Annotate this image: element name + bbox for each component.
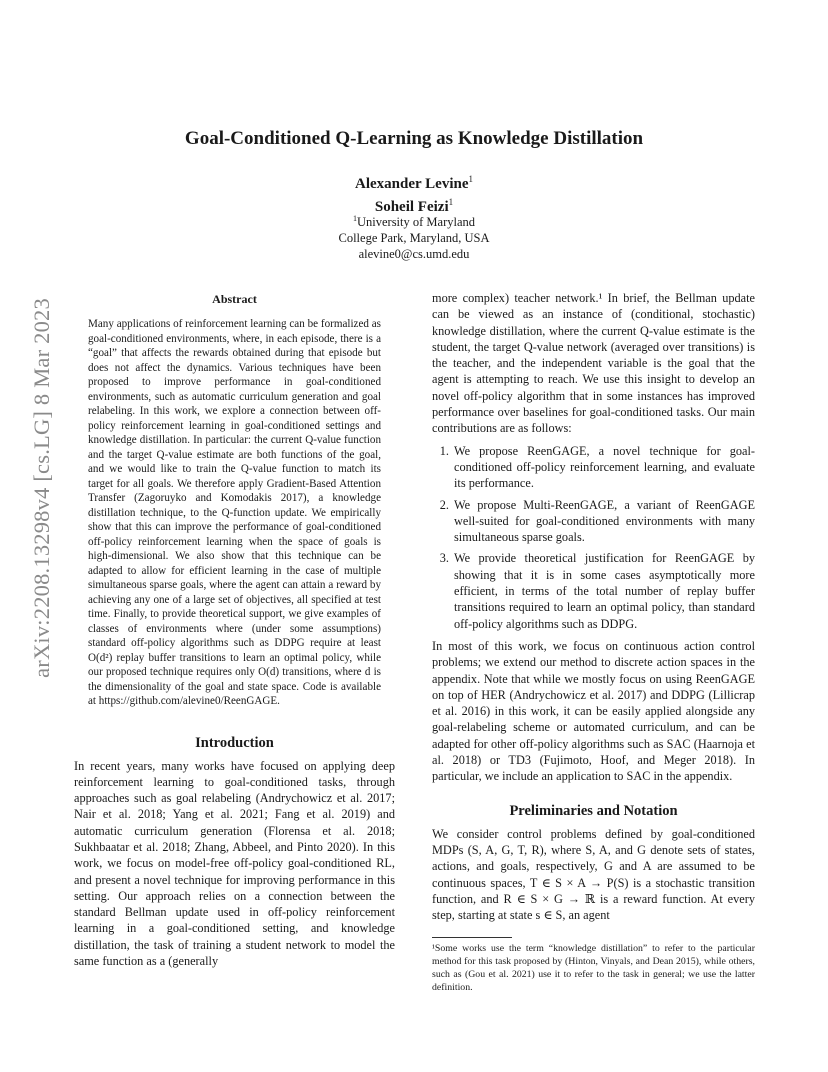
arxiv-identifier xyxy=(22,290,62,685)
preliminaries-heading: Preliminaries and Notation xyxy=(509,802,678,819)
author-mark: 1 xyxy=(448,197,454,207)
affiliation-institution xyxy=(0,211,828,230)
author-mark: 1 xyxy=(468,174,473,184)
preliminaries-text: We consider control problems defined by goal-conditioned MDPs (S, A, G, T, R), where S, A, and G denote sets of states, actions, and goals, respectively, G and A are assumed to be continuous spaces, T ∈ S × A → P(S) is a stochastic transition function, and R ∈ S × G → ℝ is a reward function. At every step, starting at state s ∈ S, an agent xyxy=(432,826,755,923)
abstract-text: Many applications of reinforcement learning can be formalized as goal-conditioned environments, where, in each episode, there is a “goal” that affects the rewards obtained during that episode but does not affect the dynamics. Various techniques have been proposed to improve performance in goal-conditioned environments, such as automatic curriculum generation and goal relabeling. In this work, we explore a connection between off-policy reinforcement learning in goal-conditioned settings and knowledge distillation. In particular: the current Q-value function and the target Q-value estimate are both functions of the goal, and we would like to train the Q-value function to match its target for all goals. We therefore apply Gradient-Based Attention Transfer (Zagoruyko and Komodakis 2017), a knowledge distillation technique, to the Q-function update. We empirically show that this can improve the performance of goal-conditioned off-policy reinforcement learning when the space of goals is high-dimensional. We also show that this technique can be adapted to allow for efficient learning in the case of multiple simultaneous sparse goals, where the agent can attain a reward by achieving any one of a large set of objectives, all specified at test time. Finally, to provide theoretical support, we give examples of classes of environments where (under some assumptions) standard off-policy algorithms such as DDPG require at least O(d²) replay buffer transitions to learn an optimal policy, while our proposed technique requires only O(d) transitions, where d is the dimensionality of the goal and state space. Code is available at https://github.com/alevine0/ReenGAGE. xyxy=(88,318,381,707)
author xyxy=(0,170,828,193)
author-list xyxy=(0,170,828,216)
left-column xyxy=(74,292,395,969)
contribution-item: 3. We provide theoretical justification for ReenGAGE by showing that it is in some cases asymptotically more efficient, in terms of the total number of replay buffer transitions required to learn an optimal policy, than standard off-policy algorithms such as DDPG. xyxy=(452,550,755,631)
contribution-item: 1. We propose ReenGAGE, a novel technique for goal-conditioned off-policy reinforcement learning, and evaluate its performance. xyxy=(452,443,755,492)
contributions-list xyxy=(432,443,755,632)
affiliation-mark: 1 xyxy=(352,214,357,223)
institution-name: University of Maryland xyxy=(356,215,476,230)
author-name: Alexander Levine xyxy=(355,176,469,192)
arxiv-identifier-text: arXiv:2208.13298v4 [cs.LG] 8 Mar 2023 xyxy=(29,297,54,678)
footnote: ¹Some works use the term “knowledge distillation” to refer to the particular method for this task proposed by (Hinton, Vinyals, and Dean 2015), while others, such as (Gou et al. 2021) use it to refer to the task in general; we use the latter definition. xyxy=(432,943,755,994)
contribution-item: 2. We propose Multi-ReenGAGE, a variant of ReenGAGE well-suited for goal-conditioned environments with many simultaneous sparse goals. xyxy=(452,497,755,546)
methods-scope-text: In most of this work, we focus on continuous action control problems; we extend our method to discrete action spaces in the appendix. Note that while we mostly focus on using ReenGAGE on top of HER (Andrychowicz et al. 2017) and DDPG (Lillicrap et al. 2016) in this work, it can be easily applied alongside any goal-relabeling scheme or automated curriculum, and can be adapted for other off-policy algorithms such as SAC (Haarnoja et al. 2018) or TD3 (Fujimoto, Hoof, and Meger 2018). In particular, we include an application to SAC in the appendix. xyxy=(432,638,755,784)
introduction-heading: Introduction xyxy=(195,734,274,751)
affiliation xyxy=(0,211,828,262)
paper-title: Goal-Conditioned Q-Learning as Knowledge Distillation xyxy=(184,128,644,149)
right-column xyxy=(432,290,755,994)
footnote-divider xyxy=(432,937,512,938)
abstract-heading: Abstract xyxy=(212,292,257,306)
intro-continuation: more complex) teacher network.¹ In brief, the Bellman update can be viewed as an instance of (conditional, stochastic) knowledge distillation, where the current Q-value estimate is the student, the target Q-value network (averaged over transitions) is the teacher, and the independent variable is the goal that the agent is attempting to reach. We use this insight to develop an novel off-policy algorithm that in some instances has improved performance over baselines for goal-conditioned tasks. Our main contributions are as follows: xyxy=(432,291,755,436)
introduction-text: In recent years, many works have focused on applying deep reinforcement learning to goal-conditioned tasks, through approaches such as goal relabeling (Andrychowicz et al. 2017; Nair et al. 2018; Yang et al. 2021; Fang et al. 2019) and automatic curriculum generation (Florensa et al. 2018; Sukhbaatar et al. 2018; Zhang, Abbeel, and Pinto 2020). In this work, we focus on model-free off-policy goal-conditioned RL, and present a novel technique for improving performance in this setting. Our approach relies on a connection between the standard Bellman update used in off-policy reinforcement learning in a goal-conditioned setting, and knowledge distillation, the task of training a student network to model the same function as a (generally xyxy=(74,758,395,969)
author-email: alevine0@cs.umd.edu xyxy=(358,247,470,262)
affiliation-location: College Park, Maryland, USA xyxy=(338,231,490,246)
author-name: Soheil Feizi xyxy=(374,199,449,215)
